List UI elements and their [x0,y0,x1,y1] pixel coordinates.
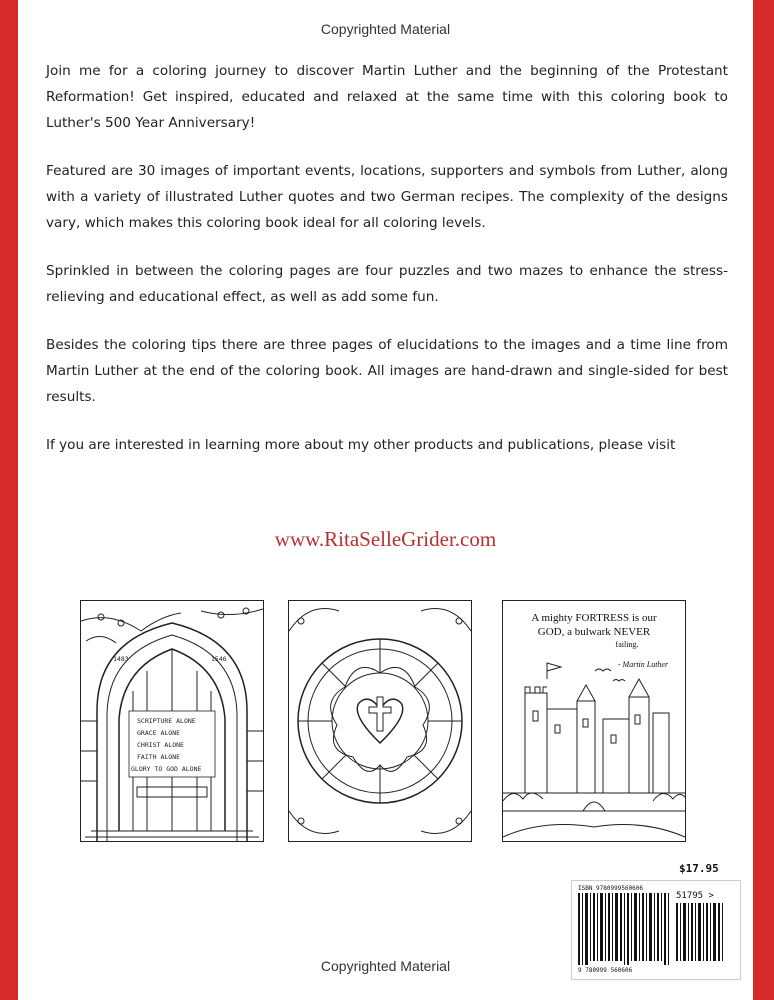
isbn-number: 9 780999 560606 [578,967,633,974]
paragraph-elucidations: Besides the coloring tips there are three pages of elucidations to the images and a time line from Martin Luther at the end of the coloring book. All images are hand-drawn and single-sided for best results. [46,337,728,405]
door-line: SCRIPTURE ALONE [137,717,196,725]
thumbnail-luther-rose [288,600,472,842]
church-door-illustration [81,601,263,841]
fortress-quote-line: A mighty FORTRESS is our [531,612,657,624]
fortress-signature: - Martin Luther [617,660,669,669]
copyright-banner-bottom: Copyrighted Material [320,958,451,974]
book-back-cover [18,0,753,1000]
website-link[interactable]: www.RitaSelleGrider.com [274,527,497,551]
thumbnail-fortress [502,600,686,842]
paragraph-visit: If you are interested in learning more about my other products and publications, please visit [46,437,676,453]
fortress-quote-line: GOD, a bulwark NEVER [537,626,651,638]
description-text [46,58,728,480]
isbn-text: ISBN 9780999560606 [578,885,644,892]
fortress-quote-line: failing. [615,640,639,649]
door-line: CHRIST ALONE [137,741,184,749]
door-year-left: 1483 [113,655,129,663]
price-code: 51795 > [676,891,714,901]
thumbnail-church-door [80,600,264,842]
door-line: FAITH ALONE [137,753,181,761]
paragraph-intro: Join me for a coloring journey to discover Martin Luther and the beginning of the Protestant Reformation! Get inspired, educated and relaxed at the same time with this coloring book to Luther's 500 Year Anniversary! [46,63,728,131]
price-label: $17.95 [679,862,719,875]
door-year-right: 1546 [211,655,227,663]
fortress-illustration [503,601,685,841]
paragraph-features: Featured are 30 images of important events, locations, supporters and symbols from Luther, along with a variety of illustrated Luther quotes and two German recipes. The complexity of the designs vary, which makes this coloring book ideal for all coloring levels. [46,163,728,231]
copyright-banner-top: Copyrighted Material [320,21,451,37]
paragraph-puzzles: Sprinkled in between the coloring pages are four puzzles and two mazes to enhance the stress-relieving and educational effect, as well as add some fun. [46,263,728,305]
luther-rose-illustration [289,601,471,841]
door-line: GRACE ALONE [137,729,181,737]
door-line: GLORY TO GOD ALONE [131,765,202,773]
